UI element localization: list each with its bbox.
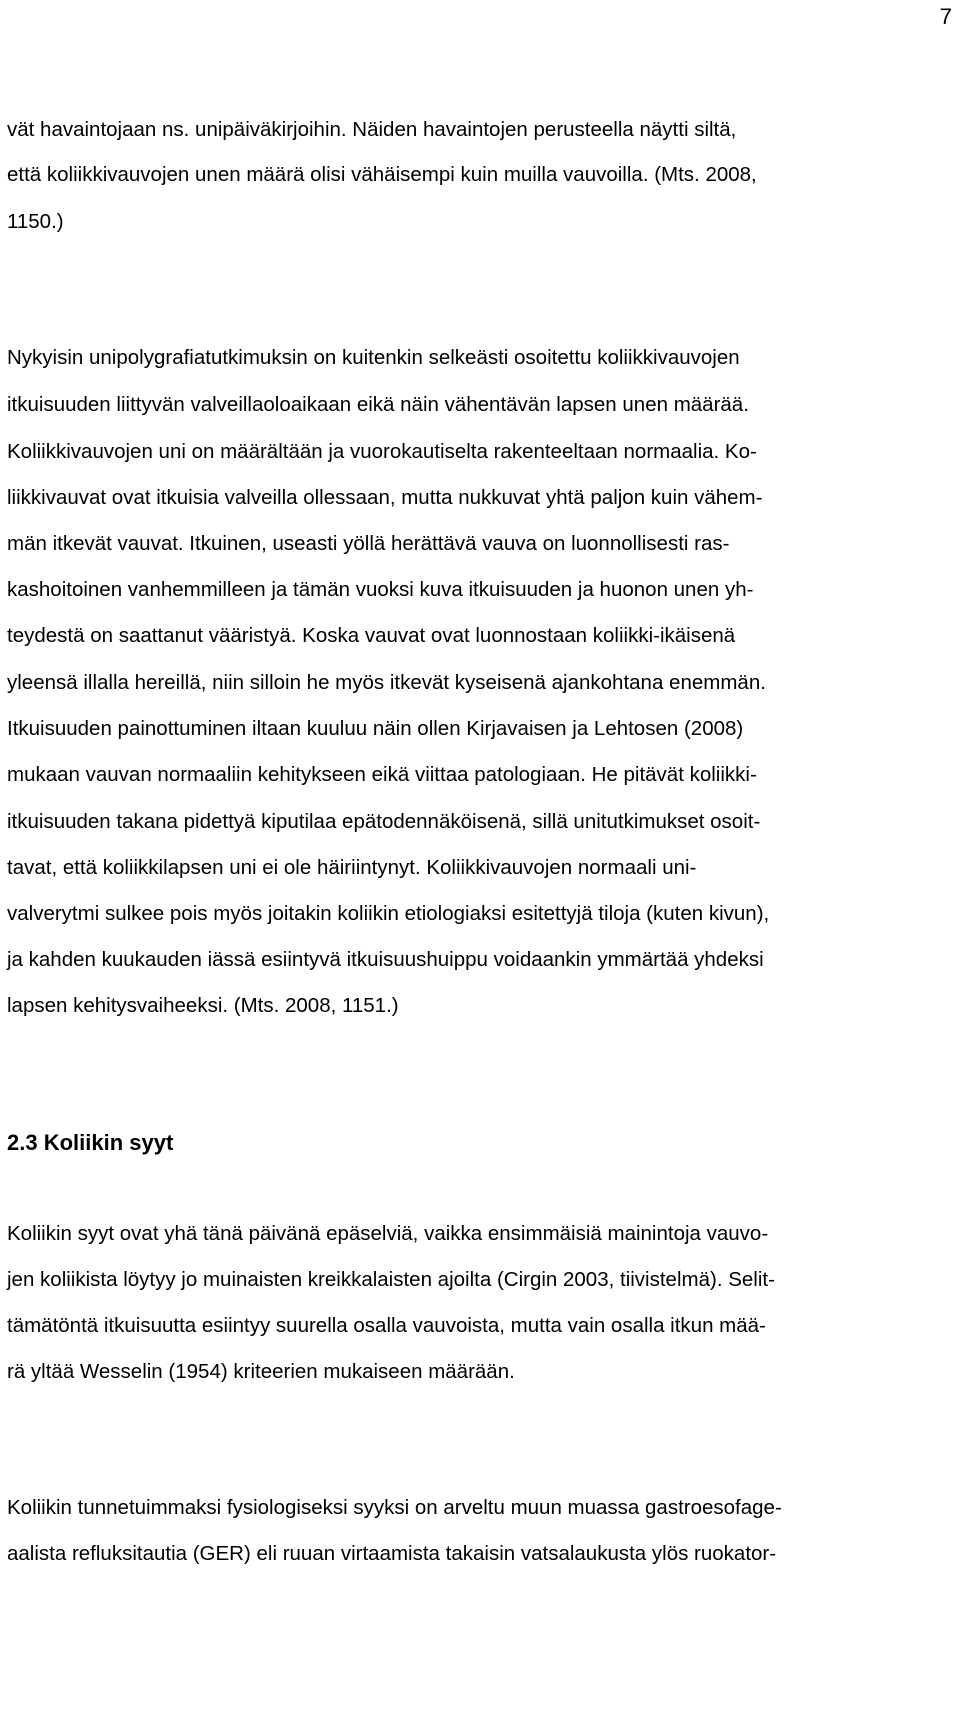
text-line: män itkevät vauvat. Itkuinen, useasti yöllä herättävä vauva on luonnollisesti ras- xyxy=(7,532,730,555)
text-line: 1150.) xyxy=(7,210,64,233)
text-line: itkuisuuden liittyvän valveillaoloaikaan eikä näin vähentävän lapsen unen määrää. xyxy=(7,393,749,416)
text-line: rä yltää Wesselin (1954) kriteerien mukaiseen määrään. xyxy=(7,1360,515,1383)
text-line: lapsen kehitysvaiheeksi. (Mts. 2008, 1151.) xyxy=(7,994,399,1017)
text-line: teydestä on saattanut vääristyä. Koska vauvat ovat luonnostaan koliikki-ikäisenä xyxy=(7,624,736,647)
text-line: liikkivauvat ovat itkuisia valveilla ollessaan, mutta nukkuvat yhtä paljon kuin vähem- xyxy=(7,486,763,509)
text-line: vät havaintojaan ns. unipäiväkirjoihin. Näiden havaintojen perusteella näytti siltä, xyxy=(7,118,737,141)
text-line: mukaan vauvan normaaliin kehitykseen eikä viittaa patologiaan. He pitävät koliikki- xyxy=(7,763,757,786)
text-line: tämätöntä itkuisuutta esiintyy suurella osalla vauvoista, mutta vain osalla itkun mää- xyxy=(7,1314,766,1337)
text-line: että koliikkivauvojen unen määrä olisi vähäisempi kuin muilla vauvoilla. (Mts. 2008, xyxy=(7,163,757,186)
text-line: jen koliikista löytyy jo muinaisten kreikkalaisten ajoilta (Cirgin 2003, tiivistelmä). Selit- xyxy=(7,1268,775,1291)
page-number: 7 xyxy=(939,4,952,29)
text-line: itkuisuuden takana pidettyä kiputilaa epätodennäköisenä, sillä unitutkimukset osoit- xyxy=(7,810,761,833)
text-line: Itkuisuuden painottuminen iltaan kuuluu näin ollen Kirjavaisen ja Lehtosen (2008) xyxy=(7,717,744,740)
text-line: Koliikin tunnetuimmaksi fysiologiseksi syyksi on arveltu muun muassa gastroesofage- xyxy=(7,1496,782,1519)
text-line: tavat, että koliikkilapsen uni ei ole häiriintynyt. Koliikkivauvojen normaali uni- xyxy=(7,856,697,879)
text-line: kashoitoinen vanhemmilleen ja tämän vuoksi kuva itkuisuuden ja huonon unen yh- xyxy=(7,578,754,601)
text-line: aalista refluksitautia (GER) eli ruuan virtaamista takaisin vatsalaukusta ylös ruokator- xyxy=(7,1542,777,1565)
text-line: Nykyisin unipolygrafiatutkimuksin on kuitenkin selkeästi osoitettu koliikkivauvojen xyxy=(7,346,740,369)
section-heading: 2.3 Koliikin syyt xyxy=(7,1130,174,1155)
text-line: Koliikkivauvojen uni on määrältään ja vuorokautiselta rakenteeltaan normaalia. Ko- xyxy=(7,440,757,463)
text-line: ja kahden kuukauden iässä esiintyvä itkuisuushuippu voidaankin ymmärtää yhdeksi xyxy=(7,948,764,971)
text-line: Koliikin syyt ovat yhä tänä päivänä epäselviä, vaikka ensimmäisiä mainintoja vauvo- xyxy=(7,1222,769,1245)
text-line: valverytmi sulkee pois myös joitakin koliikin etiologiaksi esitettyjä tiloja (kuten kivun), xyxy=(7,902,770,925)
text-line: yleensä illalla hereillä, niin silloin he myös itkevät kyseisenä ajankohtana enemmän. xyxy=(7,671,766,694)
